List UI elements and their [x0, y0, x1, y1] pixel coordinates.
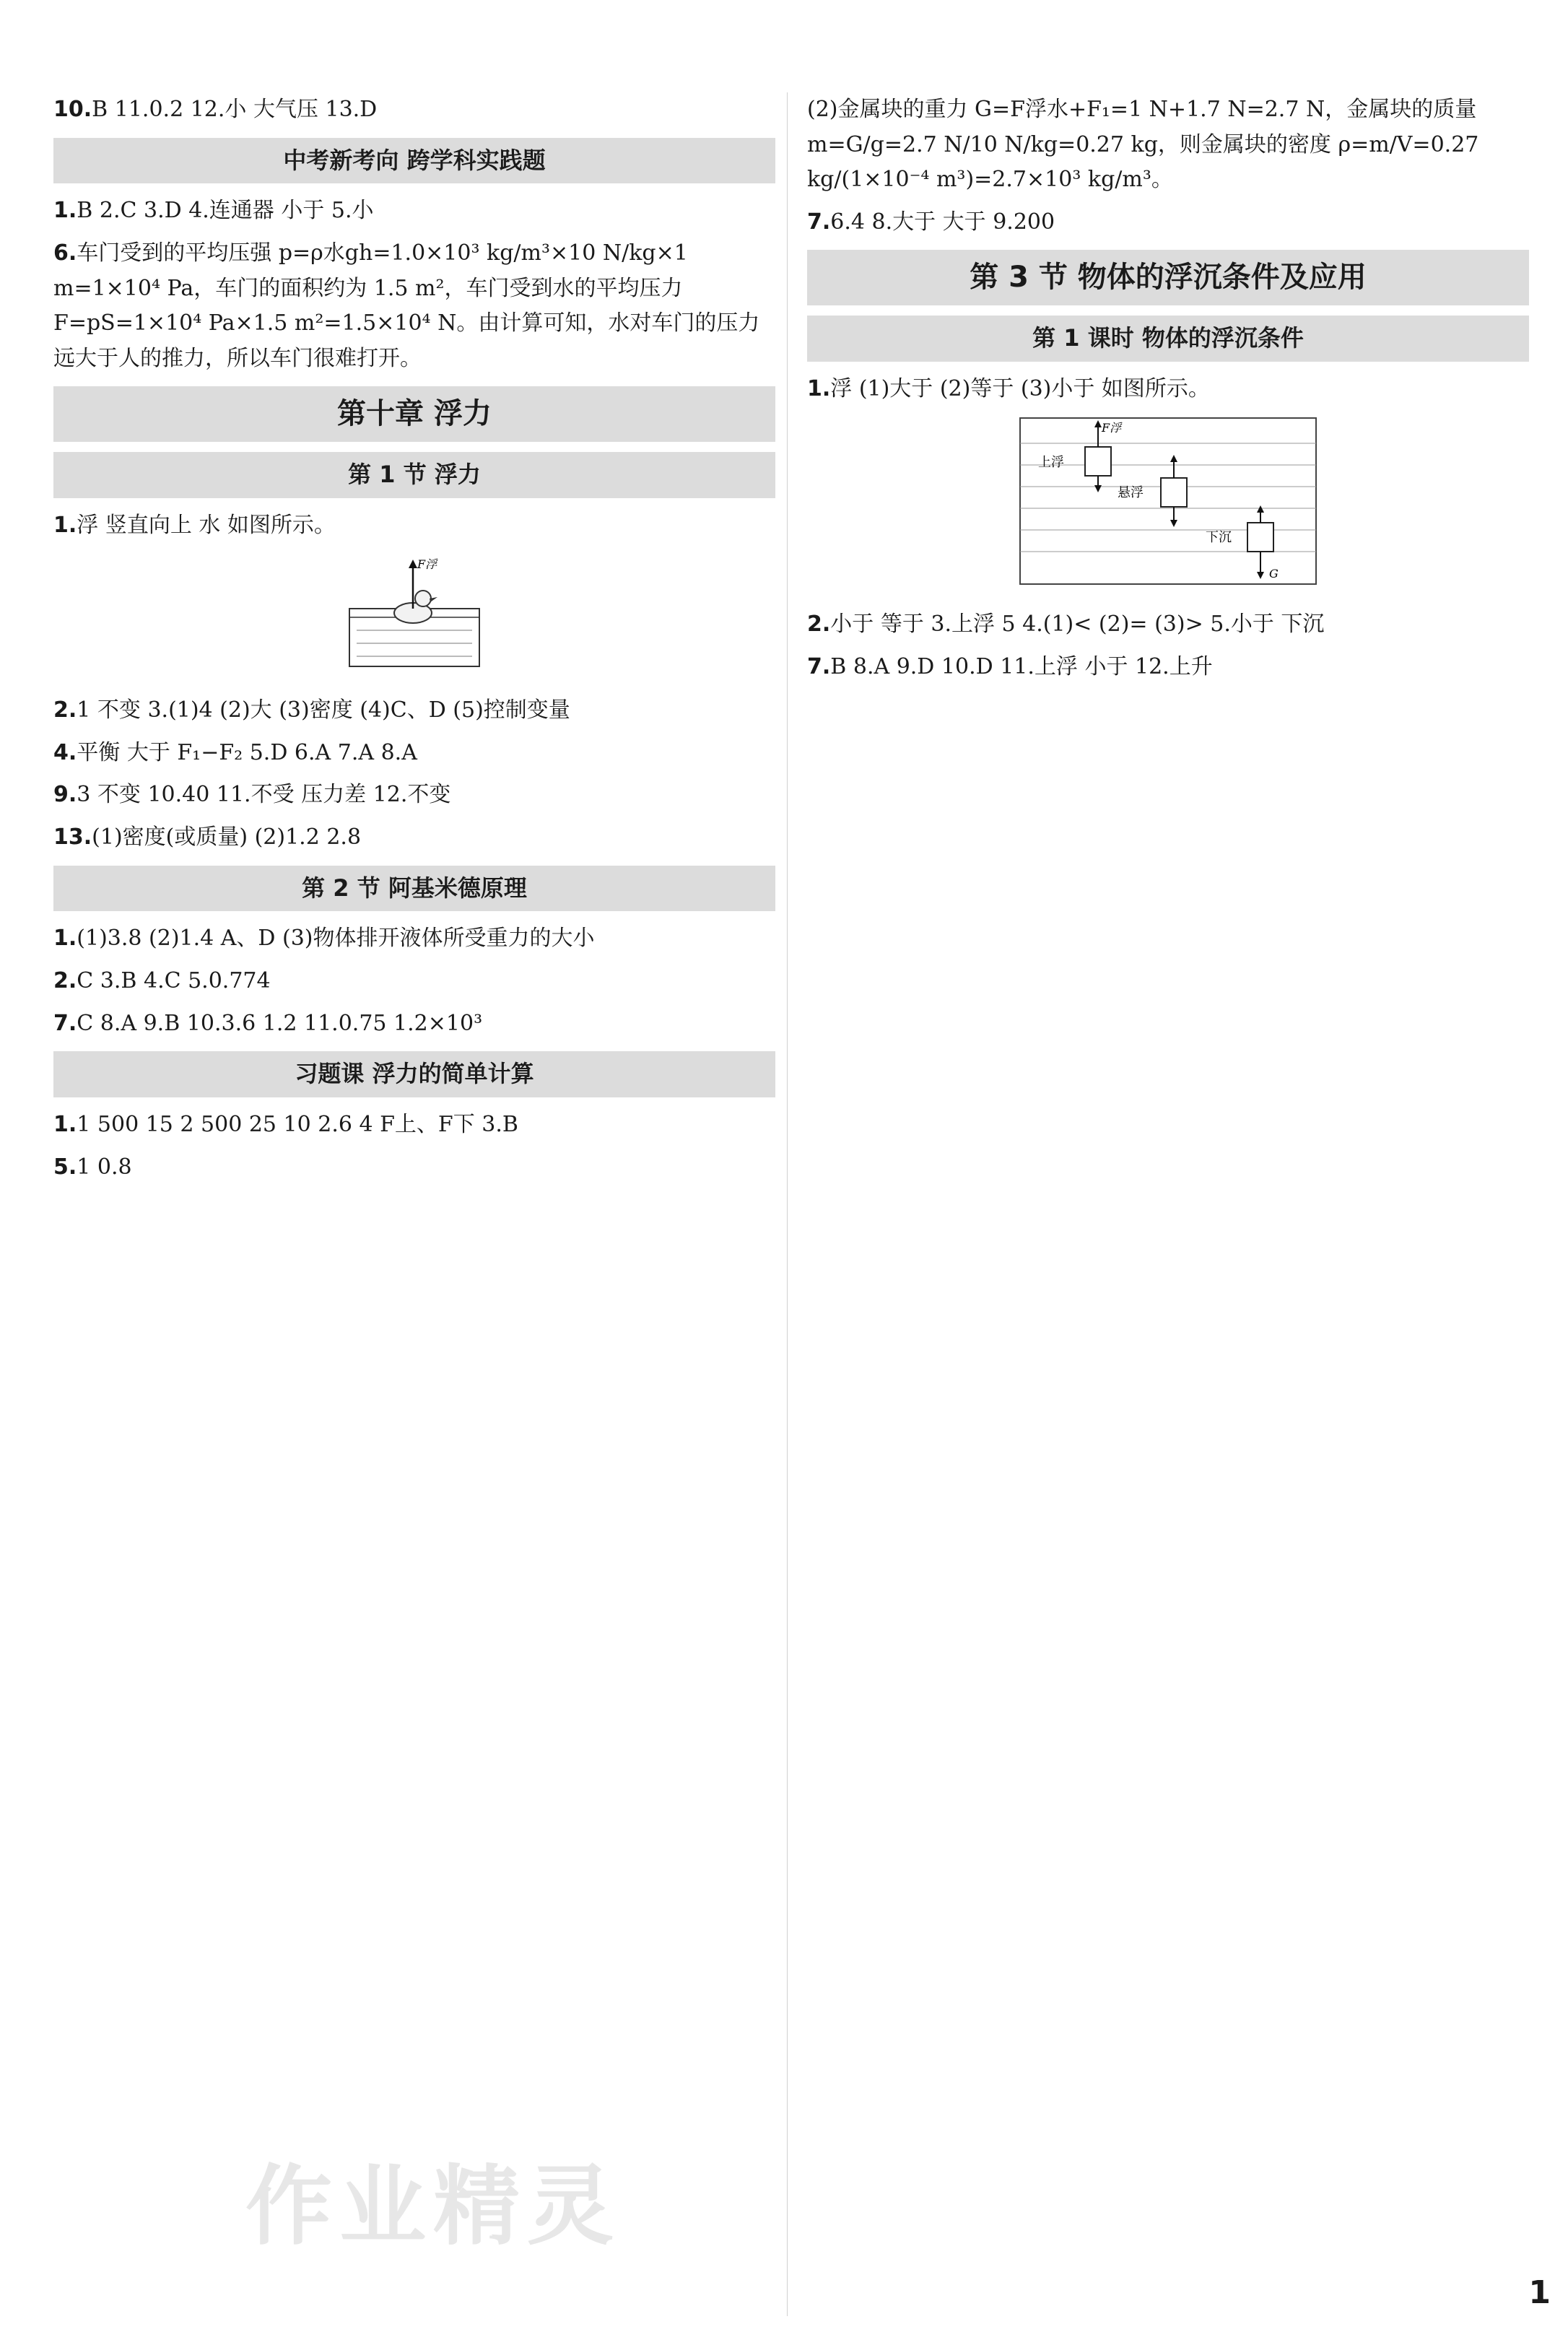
section-title: 习题课 浮力的简单计算 [53, 1051, 775, 1097]
force-label: F浮 [1102, 420, 1122, 435]
answer-line: 1.浮 竖直向上 水 如图所示。 [53, 513, 336, 539]
answer-line: 1.(1)3.8 (2)1.4 A、D (3)物体排开液体所受重力的大小 [53, 926, 595, 952]
answer-line: 2.C 3.B 4.C 5.0.774 [53, 968, 271, 993]
column-divider [787, 92, 788, 2316]
answer-line: 1.浮 (1)大于 (2)等于 (3)小于 如图所示。 [807, 376, 1210, 401]
float-sink-figure [807, 414, 1529, 599]
answer-line: 5.1 0.8 [53, 1154, 132, 1180]
page-number: 1 [1528, 2274, 1551, 2311]
section-title: 第 3 节 物体的浮沉条件及应用 [807, 250, 1529, 305]
answer-line: 2.1 不变 3.(1)4 (2)大 (3)密度 (4)C、D (5)控制变量 [53, 697, 570, 723]
answer-line: 10.B 11.0.2 12.小 大气压 13.D [53, 97, 378, 122]
answer-line: 1.B 2.C 3.D 4.连通器 小于 5.小 [53, 198, 374, 224]
section-title: 中考新考向 跨学科实践题 [53, 138, 775, 184]
sink-label: 下沉 [1206, 529, 1232, 545]
section-title: 第 2 节 阿基米德原理 [53, 866, 775, 912]
answer-line: 6.车门受到的平均压强 p=ρ水gh=1.0×10³ kg/m³×10 N/kg×1 m=1×10⁴ Pa，车门的面积约为 1.5 m²，车门受到水的平均压力 F=pS=1×10⁴ Pa×1.5 m²=1.5×10⁴ N。由计算可知，水对车门的压力远大于人的推力，所以车门很难打开。 [53, 240, 760, 371]
float-up-label: 上浮 [1038, 454, 1064, 470]
answer-line: 13.(1)密度(或质量) (2)1.2 2.8 [53, 824, 362, 850]
chapter-title: 第十章 浮力 [53, 386, 775, 442]
suspend-label: 悬浮 [1118, 484, 1144, 500]
answer-line: (2)金属块的重力 G=F浮水+F₁=1 N+1.7 N=2.7 N，金属块的质量 m=G/g=2.7 N/10 N/kg=0.27 kg，则金属块的密度 ρ=m/V=0.27 kg/(1×10⁻⁴ m³)=2.7×10³ kg/m³。 [807, 97, 1479, 193]
answer-line: 4.平衡 大于 F₁−F₂ 5.D 6.A 7.A 8.A [53, 739, 417, 765]
lesson-title: 第 1 课时 物体的浮沉条件 [807, 316, 1529, 362]
buoyancy-label: F浮 [417, 557, 437, 571]
section-title: 第 1 节 浮力 [53, 452, 775, 498]
answer-line: 7.C 8.A 9.B 10.3.6 1.2 11.0.75 1.2×10³ [53, 1010, 483, 1036]
duck-diagram [342, 551, 487, 674]
answer-line: 1.1 500 15 2 500 25 10 2.6 4 F上、F下 3.B [53, 1112, 518, 1138]
duck-float-figure [53, 551, 775, 685]
watermark: 作业精灵 [245, 2157, 621, 2257]
right-column [807, 92, 1529, 692]
answer-line: 9.3 不变 10.40 11.不受 压力差 12.不变 [53, 782, 451, 808]
answer-line: 7.B 8.A 9.D 10.D 11.上浮 小于 12.上升 [807, 653, 1213, 679]
float-sink-diagram [1016, 414, 1320, 588]
left-column [53, 92, 775, 1192]
answer-line: 7.6.4 8.大于 大于 9.200 [807, 209, 1055, 235]
gravity-label: G [1269, 566, 1279, 580]
answer-line: 2.小于 等于 3.上浮 5 4.(1)< (2)= (3)> 5.小于 下沉 [807, 612, 1325, 638]
